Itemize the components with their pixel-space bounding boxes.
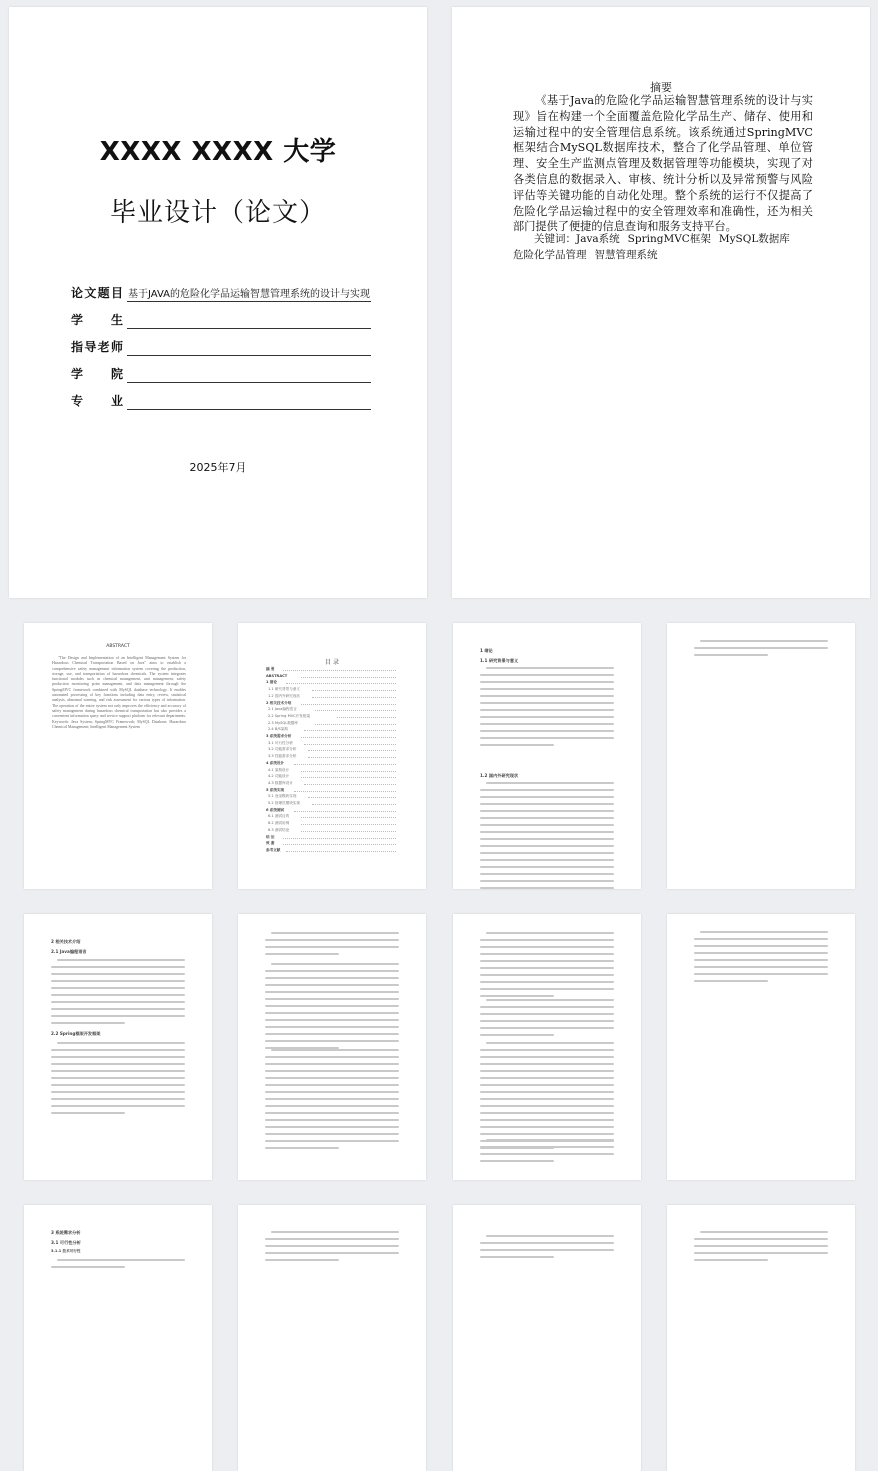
- toc-entry: 2.3 MySQL数据库: [268, 720, 298, 725]
- toc-leader-dots: [301, 677, 396, 678]
- thumbnail-page[interactable]: [453, 1205, 641, 1471]
- text-line: [480, 831, 614, 833]
- text-line: [265, 1098, 399, 1100]
- text-line: [480, 1098, 614, 1100]
- text-line: [480, 824, 614, 826]
- text-line: [480, 995, 554, 997]
- text-line: [51, 1056, 185, 1058]
- text-line: [265, 977, 399, 979]
- toc-leader-dots: [308, 757, 396, 758]
- text-line: [265, 1056, 399, 1058]
- text-line: [480, 730, 614, 732]
- text-line: [694, 654, 768, 656]
- section-heading: 2.1 Java编程语言: [51, 949, 87, 954]
- thumbnail-chapter-1[interactable]: [453, 623, 641, 889]
- text-line: [265, 1012, 399, 1014]
- text-line: [265, 939, 399, 941]
- text-line: [480, 939, 614, 941]
- text-line: [480, 1077, 614, 1079]
- text-line: [480, 1056, 614, 1058]
- toc-leader-dots: [308, 750, 396, 751]
- text-line: [480, 887, 614, 889]
- text-line: [700, 931, 828, 933]
- text-line: [265, 953, 339, 955]
- text-line: [265, 998, 399, 1000]
- text-line: [265, 946, 399, 948]
- text-line: [271, 932, 399, 934]
- text-line: [51, 1105, 185, 1107]
- text-line: [265, 1147, 339, 1149]
- toc-entry: 1 绪论: [266, 680, 277, 685]
- text-line: [265, 1140, 399, 1142]
- keyword: 智慧管理系统: [594, 248, 658, 261]
- cover-field-label: 学生: [71, 313, 123, 327]
- text-line: [694, 980, 768, 982]
- toc-leader-dots: [301, 737, 396, 738]
- chapter-heading: 1 绪论: [480, 648, 493, 653]
- thumbnail-page[interactable]: [238, 914, 426, 1180]
- text-line: [51, 1077, 185, 1079]
- toc-entry: 4.3 数据库设计: [268, 780, 293, 785]
- text-line: [51, 980, 185, 982]
- text-line: [480, 1146, 614, 1148]
- text-line: [480, 702, 614, 704]
- thesis-type-title: 毕业设计（论文）: [109, 198, 326, 228]
- english-abstract-heading: ABSTRACT: [106, 644, 130, 649]
- text-line: [694, 938, 828, 940]
- toc-leader-dots: [304, 784, 396, 785]
- underline: [127, 301, 371, 302]
- text-line: [265, 970, 399, 972]
- text-line: [265, 984, 399, 986]
- text-line: [480, 981, 614, 983]
- text-line: [51, 1008, 185, 1010]
- text-line: [265, 1252, 399, 1254]
- cover-field-label: 专业: [71, 394, 123, 408]
- thumbnail-chapter-2[interactable]: [24, 914, 212, 1180]
- cover-page: [9, 7, 427, 598]
- text-line: [265, 1084, 399, 1086]
- text-line: [265, 1126, 399, 1128]
- text-line: [265, 1133, 399, 1135]
- text-line: [694, 959, 828, 961]
- cover-field-student: [71, 304, 371, 331]
- text-line: [486, 932, 614, 934]
- text-line: [480, 1034, 554, 1036]
- toc-entry: ABSTRACT: [266, 673, 288, 678]
- text-line: [480, 1020, 614, 1022]
- section-heading: 3.1 可行性分析: [51, 1240, 81, 1245]
- toc-leader-dots: [283, 844, 396, 845]
- text-line: [51, 987, 185, 989]
- english-abstract-body: "The Design and Implementation of an Intelligent Management System for Hazardous Chemical Transportation Based on Java" aims to establish a comprehensive safety management information system covering the production, storage, use, and transportation of hazardous chemicals. The system integrates functional modules such as chemical management, unit management, safety production monitoring point management, and data management through the SpringMVC framework combined with MySQL database technology. It enables automated processing of key functions including data entry, review, statistical analysis, abnormal warning, and risk assessment for various types of information. The operation of the entire system not only improves the efficiency and accuracy of safety management during hazardous chemical transportation but also provides a convenient information query and service support platform for relevant departments. Keywords: Java System; SpringMVC Framework; MySQL Database; Hazardous Chemical Management; Intelligent Management System: [52, 656, 186, 729]
- toc-leader-dots: [312, 690, 396, 691]
- text-line: [480, 1153, 614, 1155]
- keyword: SpringMVC框架: [627, 233, 711, 245]
- toc-leader-dots: [283, 670, 396, 671]
- text-line: [480, 974, 614, 976]
- cover-field-college: [71, 358, 371, 385]
- toc-entry: 6.2 测试用例: [268, 821, 290, 826]
- text-line: [480, 709, 614, 711]
- text-line: [480, 1160, 554, 1162]
- toc-leader-dots: [301, 777, 396, 778]
- text-line: [480, 1119, 614, 1121]
- text-line: [480, 1105, 614, 1107]
- thumbnail-page[interactable]: [453, 914, 641, 1180]
- chapter-heading: 3 系统需求分析: [51, 1230, 81, 1235]
- toc-entry: 摘 要: [266, 667, 275, 671]
- toc-entry: 1.1 研究背景与意义: [268, 687, 301, 692]
- text-line: [480, 803, 614, 805]
- abstract-heading: 摘要: [650, 81, 672, 94]
- text-line: [480, 845, 614, 847]
- text-line: [265, 1026, 399, 1028]
- thumbnail-english-abstract[interactable]: [24, 623, 212, 889]
- toc-leader-dots: [304, 744, 396, 745]
- university-name: XXXX XXXX 大学: [99, 137, 337, 167]
- text-line: [480, 1126, 614, 1128]
- underline: [127, 409, 371, 410]
- toc-entry: 1.2 国内外研究现状: [268, 693, 301, 698]
- toc-entry: 2.4 B/S架构: [268, 727, 289, 732]
- toc-leader-dots: [301, 771, 396, 772]
- text-line: [271, 1231, 399, 1233]
- text-line: [694, 952, 828, 954]
- text-line: [694, 647, 828, 649]
- section-heading: 1.1 研究背景与意义: [480, 658, 519, 663]
- text-line: [480, 946, 614, 948]
- text-line: [480, 817, 614, 819]
- text-line: [51, 1015, 185, 1017]
- abstract-keywords: [513, 232, 813, 263]
- toc-leader-dots: [294, 764, 396, 765]
- text-line: [694, 1238, 828, 1240]
- toc-entry: 3 系统需求分析: [266, 734, 292, 738]
- text-line: [486, 1139, 614, 1141]
- text-line: [694, 1245, 828, 1247]
- text-line: [480, 1006, 614, 1008]
- text-line: [51, 1112, 125, 1114]
- toc-title: 目 录: [325, 659, 339, 666]
- cover-date: 2025年7月: [189, 461, 247, 474]
- cover-field-label: 学院: [71, 367, 123, 381]
- text-line: [271, 963, 399, 965]
- text-line: [265, 1091, 399, 1093]
- text-line: [51, 1266, 125, 1268]
- text-line: [480, 789, 614, 791]
- text-line: [480, 1256, 554, 1258]
- text-line: [51, 966, 185, 968]
- text-line: [480, 880, 614, 882]
- toc-entry: 致 谢: [266, 841, 275, 846]
- cover-field-value: 基于JAVA的危险化学品运输智慧管理系统的设计与实现: [128, 289, 371, 300]
- toc-entry: 2.1 Java编程语言: [268, 707, 297, 712]
- cover-field-topic: [71, 277, 371, 304]
- text-line: [480, 1242, 614, 1244]
- text-line: [480, 873, 614, 875]
- text-line: [265, 1105, 399, 1107]
- text-line: [480, 953, 614, 955]
- section-heading: 2.2 Spring框架开发框架: [51, 1031, 101, 1036]
- text-line: [700, 1231, 828, 1233]
- toc-entry: 3.1 可行性分析: [268, 740, 293, 745]
- text-line: [480, 1091, 614, 1093]
- text-line: [486, 1235, 614, 1237]
- toc-leader-dots: [301, 831, 396, 832]
- toc-entry: 4.2 功能设计: [268, 774, 290, 779]
- text-line: [480, 1013, 614, 1015]
- thumbnail-page[interactable]: [238, 1205, 426, 1471]
- toc-entry: 6.3 测试结论: [268, 827, 290, 832]
- toc-leader-dots: [283, 838, 396, 839]
- toc-entry: 3.3 性能需求分析: [268, 754, 297, 759]
- cover-field-label: 论文题目: [71, 286, 123, 300]
- text-line: [700, 640, 828, 642]
- text-line: [480, 716, 614, 718]
- keyword: MySQL数据库: [718, 233, 790, 245]
- toc-entry: 6.1 测试目的: [268, 814, 290, 819]
- section-heading: 1.2 国内外研究现状: [480, 773, 519, 778]
- text-line: [486, 667, 614, 669]
- underline: [127, 355, 371, 356]
- toc-leader-dots: [315, 710, 396, 711]
- text-line: [480, 1070, 614, 1072]
- thumbnail-page[interactable]: [667, 914, 855, 1180]
- text-line: [57, 959, 185, 961]
- text-line: [51, 1084, 185, 1086]
- toc-leader-dots: [301, 824, 396, 825]
- text-line: [265, 1238, 399, 1240]
- text-line: [694, 973, 828, 975]
- toc-entry: 5.2 管理员模块实现: [268, 801, 301, 805]
- text-line: [480, 810, 614, 812]
- text-line: [480, 838, 614, 840]
- cover-info-fields: [71, 277, 371, 412]
- abstract-body: 《基于Java的危险化学品运输智慧管理系统的设计与实现》旨在构建一个全面覆盖危险化学品生产、储存、使用和运输过程中的安全管理信息系统。该系统通过SpringMVC框架结合MySQL数据库技术，整合了化学品管理、单位管理、安全生产监测点管理及数据管理等功能模块，实现了对各类信息的数据录入、审核、统计分析以及异常预警与风险评估等关键功能的自动化处理。整个系统的运行不仅提高了危险化学品运输过程中的安全管理效率和准确性，还为相关部门提供了便捷的信息查询和服务支持平台。: [513, 94, 813, 234]
- toc-leader-dots: [304, 730, 396, 731]
- toc-leader-dots: [337, 717, 396, 718]
- toc-leader-dots: [286, 851, 396, 852]
- text-line: [486, 1042, 614, 1044]
- toc-entry: 4 系统设计: [266, 760, 285, 765]
- toc-entry: 结 论: [266, 834, 275, 839]
- toc-leader-dots: [294, 791, 396, 792]
- toc-leader-dots: [312, 804, 396, 805]
- toc-leader-dots: [286, 683, 396, 684]
- text-line: [265, 1245, 399, 1247]
- text-line: [694, 1259, 768, 1261]
- text-line: [265, 1063, 399, 1065]
- underline: [127, 382, 371, 383]
- text-line: [265, 991, 399, 993]
- toc-leader-dots: [301, 704, 396, 705]
- toc-entry: 参考文献: [266, 847, 281, 852]
- text-line: [480, 744, 554, 746]
- text-line: [694, 945, 828, 947]
- text-line: [480, 988, 614, 990]
- toc-leader-dots: [308, 797, 396, 798]
- subsection-heading: 3.1.1 技术可行性: [51, 1249, 81, 1253]
- thumbnail-page[interactable]: [667, 623, 855, 889]
- text-line: [480, 852, 614, 854]
- text-line: [51, 1022, 125, 1024]
- text-line: [51, 1001, 185, 1003]
- text-line: [51, 973, 185, 975]
- text-line: [480, 1249, 614, 1251]
- text-line: [694, 966, 828, 968]
- text-line: [51, 1098, 185, 1100]
- toc-entry: 5.1 登录模块实现: [268, 794, 297, 799]
- toc-leader-dots: [294, 811, 396, 812]
- toc-entry: 2.2 Spring MVC开发框架: [268, 713, 311, 718]
- text-line: [480, 688, 614, 690]
- text-line: [265, 1119, 399, 1121]
- text-line: [480, 1084, 614, 1086]
- toc-entry: 5 系统实现: [266, 787, 285, 792]
- text-line: [486, 999, 614, 1001]
- cover-field-advisor: [71, 331, 371, 358]
- text-line: [480, 674, 614, 676]
- text-line: [265, 1033, 399, 1035]
- text-line: [265, 1077, 399, 1079]
- text-line: [265, 1259, 339, 1261]
- cover-field-major: [71, 385, 371, 412]
- text-line: [480, 737, 614, 739]
- text-line: [486, 782, 614, 784]
- chapter-heading: 2 相关技术介绍: [51, 939, 81, 944]
- text-line: [480, 1133, 614, 1135]
- text-line: [51, 994, 185, 996]
- text-line: [57, 1259, 185, 1261]
- text-line: [694, 1252, 828, 1254]
- text-line: [480, 695, 614, 697]
- cover-field-label: 指导老师: [71, 340, 123, 354]
- text-line: [265, 1070, 399, 1072]
- toc-entry: 6 系统测试: [266, 807, 285, 812]
- text-line: [480, 1027, 614, 1029]
- text-line: [480, 859, 614, 861]
- keyword: Java系统: [576, 233, 620, 245]
- toc-leader-dots: [301, 817, 396, 818]
- toc-leader-dots: [315, 724, 396, 725]
- text-line: [51, 1049, 185, 1051]
- text-line: [51, 1070, 185, 1072]
- toc-leader-dots: [312, 697, 396, 698]
- text-line: [480, 866, 614, 868]
- thumbnail-table-of-contents[interactable]: [238, 623, 426, 889]
- keywords-label: 关键词：: [534, 233, 576, 245]
- text-line: [480, 1112, 614, 1114]
- toc-entry: 2 相关技术介绍: [266, 700, 292, 705]
- text-line: [480, 967, 614, 969]
- text-line: [480, 681, 614, 683]
- text-line: [480, 796, 614, 798]
- text-line: [265, 1019, 399, 1021]
- abstract-page: [452, 7, 870, 598]
- thumbnail-page[interactable]: [667, 1205, 855, 1471]
- text-line: [480, 1063, 614, 1065]
- text-line: [271, 1049, 399, 1051]
- text-line: [480, 960, 614, 962]
- underline: [127, 328, 371, 329]
- text-line: [265, 1112, 399, 1114]
- keyword: 危险化学品管理: [513, 248, 587, 261]
- text-line: [265, 1005, 399, 1007]
- toc-entry: 3.2 功能需求分析: [268, 747, 297, 752]
- text-line: [480, 723, 614, 725]
- text-line: [480, 1049, 614, 1051]
- text-line: [51, 1091, 185, 1093]
- thumbnail-chapter-3[interactable]: [24, 1205, 212, 1471]
- toc-entry: 4.1 架构设计: [268, 767, 290, 772]
- text-line: [57, 1042, 185, 1044]
- text-line: [265, 1040, 399, 1042]
- text-line: [51, 1063, 185, 1065]
